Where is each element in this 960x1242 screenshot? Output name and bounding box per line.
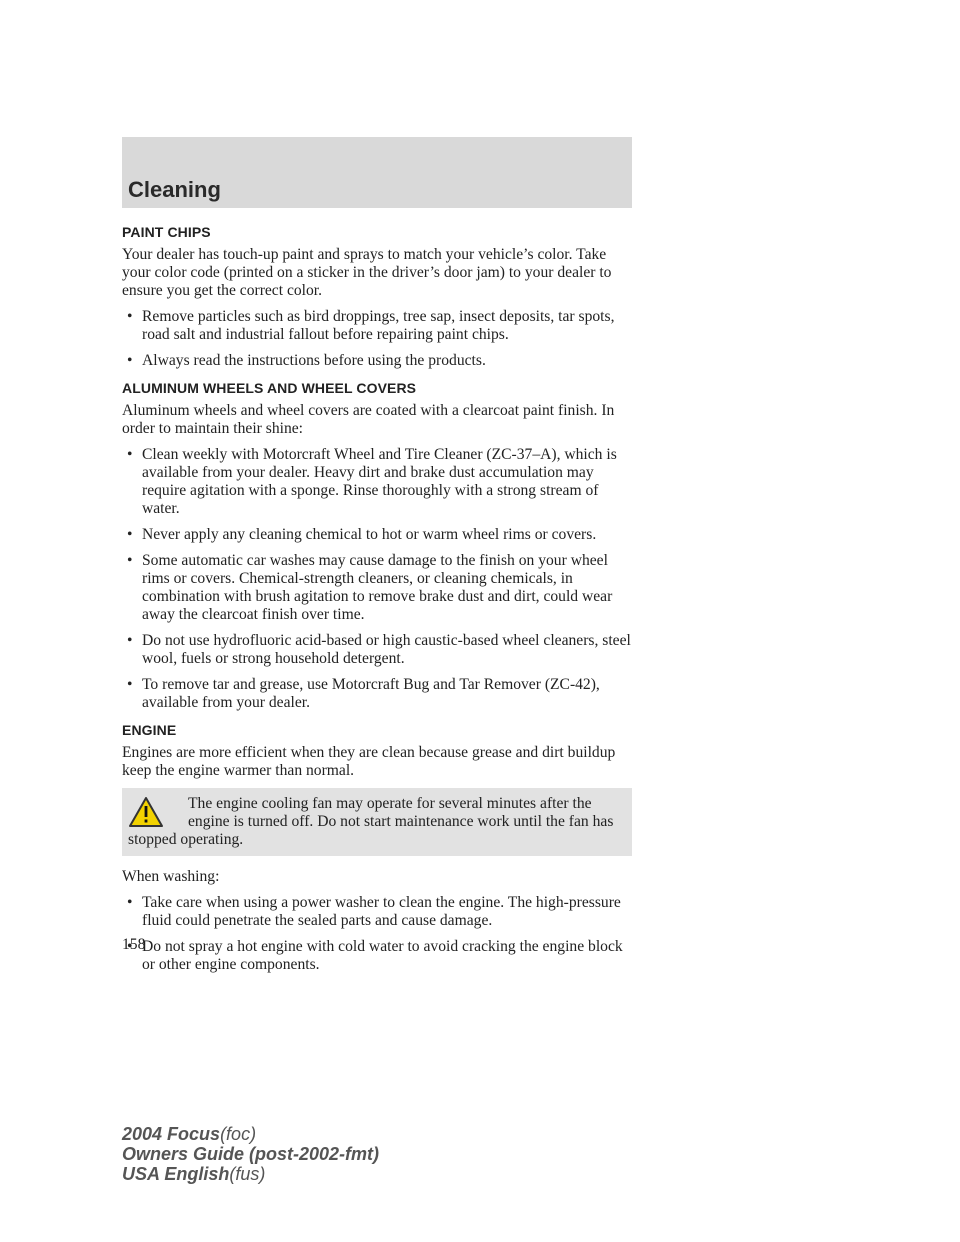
footer-model-code: (foc) — [220, 1124, 257, 1144]
paint-chips-intro: Your dealer has touch-up paint and sprays to match your vehicle’s color. Take your color code (printed on a sticker in the driver’s door jam) to your dealer to ensure you get the correct color. — [122, 246, 612, 299]
engine-list — [122, 894, 637, 974]
warning-triangle-icon — [128, 795, 164, 829]
list-item: • Do not use hydrofluoric acid-based or high caustic-based wheel cleaners, steel wool, fuels or strong household detergent. — [122, 632, 637, 668]
aluminum-wheels-list — [122, 446, 637, 712]
aluminum-wheels-section — [122, 379, 637, 712]
warning-box — [122, 788, 632, 856]
footer-line-2 — [122, 1144, 379, 1164]
footer-language: USA English — [122, 1164, 230, 1184]
paint-chips-list — [122, 308, 637, 370]
page-number: 158 — [122, 936, 146, 953]
footer-imprint — [122, 1124, 379, 1184]
engine-lead: When washing: — [122, 868, 220, 885]
paint-chips-section — [122, 223, 637, 370]
list-item: • Clean weekly with Motorcraft Wheel and Tire Cleaner (ZC-37–A), which is available from your dealer. Heavy dirt and brake dust accumulation may require agitation with a sponge. Rinse thoroughly with a strong stream of water. — [122, 446, 637, 518]
footer-guide: Owners Guide (post-2002-fmt) — [122, 1144, 380, 1164]
list-item: • Do not spray a hot engine with cold water to avoid cracking the engine block or other engine components. — [122, 938, 637, 974]
warning-text: The engine cooling fan may operate for several minutes after the engine is turned off. Do not start maintenance work until the fan has stopped operating. — [128, 795, 614, 848]
section-header — [122, 137, 632, 208]
engine-intro: Engines are more efficient when they are clean because grease and dirt buildup keep the engine warmer than normal. — [122, 744, 616, 779]
engine-heading: ENGINE — [122, 722, 177, 738]
paint-chips-heading: PAINT CHIPS — [122, 224, 211, 240]
list-item: • Never apply any cleaning chemical to hot or warm wheel rims or covers. — [122, 526, 637, 544]
page-content — [122, 223, 637, 983]
list-item: • Some automatic car washes may cause damage to the finish on your wheel rims or covers. Chemical-strength cleaners, or cleaning chemicals, in combination with brush agitation to remove brake dust and dirt, could wear away the clearcoat finish over time. — [122, 552, 637, 624]
section-title: Cleaning — [128, 177, 221, 202]
footer-line-3 — [122, 1164, 379, 1184]
aluminum-wheels-heading: ALUMINUM WHEELS AND WHEEL COVERS — [122, 380, 417, 396]
list-item: • Take care when using a power washer to clean the engine. The high-pressure fluid could penetrate the sealed parts and cause damage. — [122, 894, 637, 930]
list-item: • Remove particles such as bird droppings, tree sap, insect deposits, tar spots, road salt and industrial fallout before repairing paint chips. — [122, 308, 637, 344]
list-item: • Always read the instructions before using the products. — [122, 352, 637, 370]
engine-section — [122, 721, 637, 974]
footer-line-1 — [122, 1124, 379, 1144]
footer-language-code: (fus) — [229, 1164, 266, 1184]
list-item: • To remove tar and grease, use Motorcraft Bug and Tar Remover (ZC-42), available from your dealer. — [122, 676, 637, 712]
aluminum-wheels-intro: Aluminum wheels and wheel covers are coated with a clearcoat paint finish. In order to maintain their shine: — [122, 402, 615, 437]
footer-model: 2004 Focus — [122, 1124, 221, 1144]
